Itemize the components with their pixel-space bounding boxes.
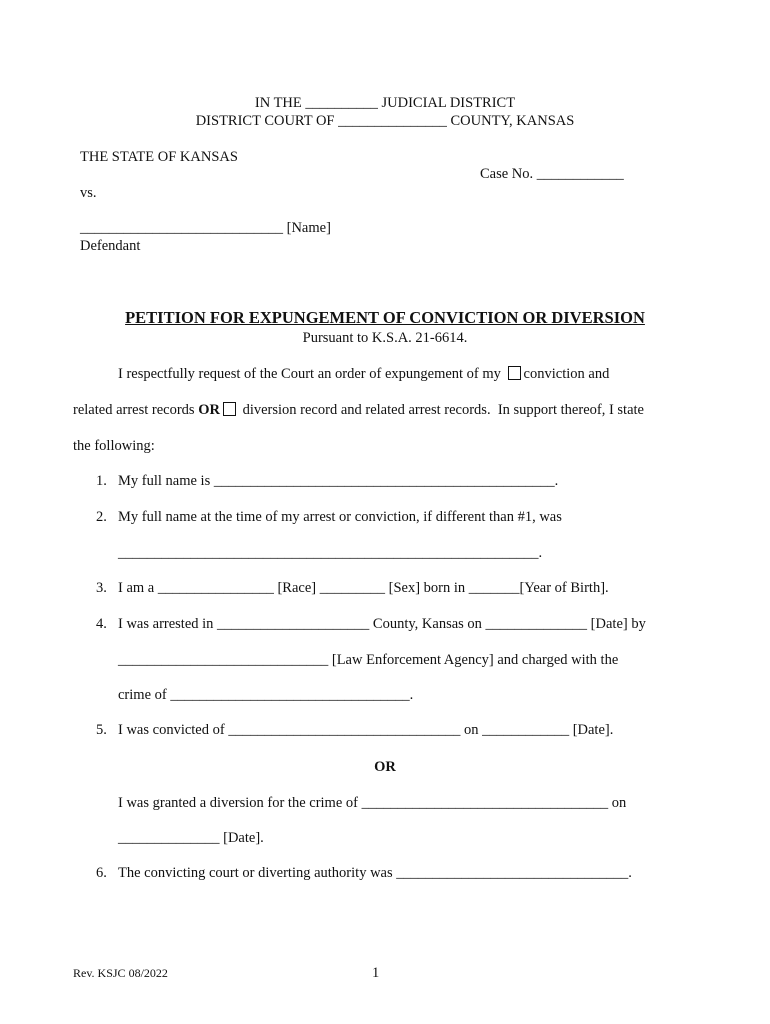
defendant-name-field[interactable]: ____________________________ [Name] (80, 220, 331, 236)
crime-charged-field[interactable]: crime of _________________________________. (118, 687, 414, 703)
item-number: 3. (96, 580, 107, 596)
prior-name-field[interactable]: __________________________________________________________. (118, 545, 543, 561)
conviction-checkbox[interactable] (508, 366, 521, 380)
item-number: 2. (96, 509, 107, 525)
or-separator: OR (374, 759, 396, 775)
diversion-date-field[interactable]: ______________ [Date]. (118, 830, 264, 846)
item-number: 1. (96, 473, 107, 489)
arrest-county-date-field[interactable]: I was arrested in _____________________ County, Kansas on ______________ [Date] by (118, 616, 646, 632)
revision-label: Rev. KSJC 08/2022 (73, 966, 168, 980)
or-label: OR (198, 402, 220, 418)
intro-text-4: diversion record and related arrest records. In support thereof, I state (242, 402, 644, 418)
intro-line-2 (73, 401, 644, 419)
item-number: 5. (96, 722, 107, 738)
intro-text-1: I respectfully request of the Court an order of expungement of my (118, 366, 501, 382)
race-sex-birth-field[interactable]: I am a ________________ [Race] _________ [Sex] born in _______[Year of Birth]. (118, 580, 609, 596)
document-title: PETITION FOR EXPUNGEMENT OF CONVICTION OR DIVERSION (125, 308, 645, 327)
agency-field[interactable]: _____________________________ [Law Enforcement Agency] and charged with the (118, 652, 619, 668)
diversion-checkbox[interactable] (223, 402, 236, 416)
intro-text-2: conviction and (523, 366, 610, 382)
document-subtitle: Pursuant to K.S.A. 21-6614. (302, 330, 468, 346)
full-name-field[interactable]: My full name is _______________________________________________. (118, 473, 559, 489)
court-header-line2: DISTRICT COURT OF _______________ COUNTY, KANSAS (195, 113, 575, 129)
convicting-court-field[interactable]: The convicting court or diverting authority was ________________________________. (118, 865, 632, 881)
court-header-line1: IN THE __________ JUDICIAL DISTRICT (254, 95, 516, 111)
diversion-crime-field[interactable]: I was granted a diversion for the crime of __________________________________ on (118, 795, 627, 811)
item-number: 4. (96, 616, 107, 632)
page-number: 1 (372, 965, 380, 981)
plaintiff-name: THE STATE OF KANSAS (80, 149, 238, 165)
prior-name-label: My full name at the time of my arrest or conviction, if different than #1, was (118, 509, 562, 525)
item-number: 6. (96, 865, 107, 881)
defendant-label: Defendant (80, 238, 141, 254)
intro-text-3: related arrest records (73, 402, 195, 418)
convicted-of-field[interactable]: I was convicted of ________________________________ on ____________ [Date]. (118, 722, 614, 738)
versus-label: vs. (80, 185, 97, 201)
case-number-field[interactable]: Case No. ____________ (480, 166, 624, 182)
intro-line-1 (118, 365, 609, 383)
intro-line-3: the following: (73, 438, 155, 454)
